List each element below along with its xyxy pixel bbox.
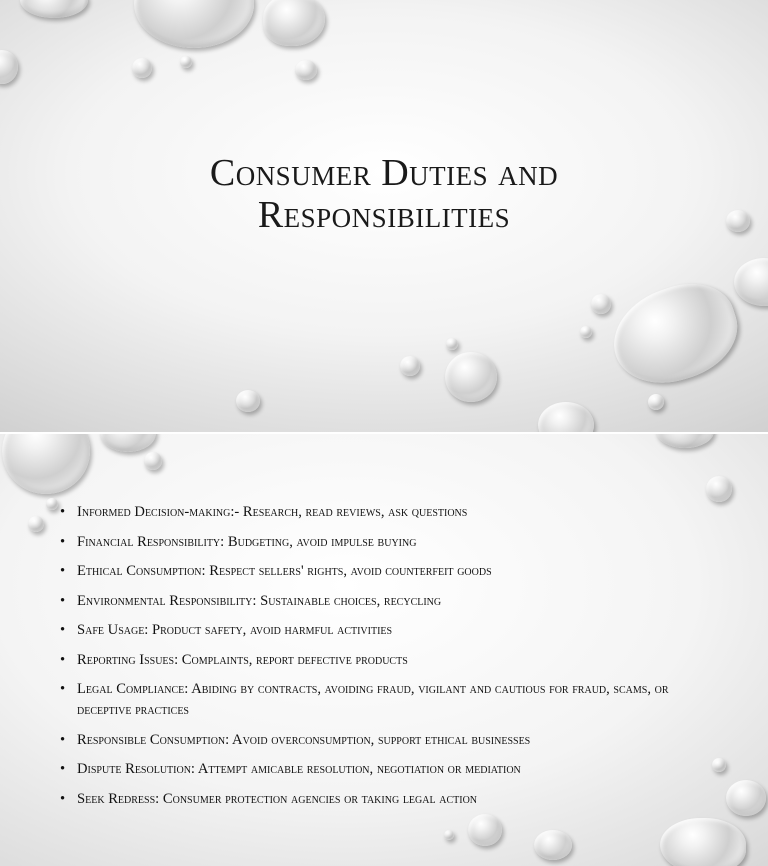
water-drop — [601, 271, 749, 397]
list-item-text: Ethical Consumption: Respect sellers' rights, avoid counterfeit goods — [77, 563, 492, 579]
water-drop — [712, 758, 726, 772]
water-drop — [538, 402, 594, 432]
water-drop — [144, 452, 162, 470]
water-drop — [534, 830, 572, 860]
list-item-text: Legal Compliance: Abiding by contracts, avoiding fraud, vigilant and cautious for fraud, scams, or deceptive practices — [77, 681, 669, 718]
bullet-list — [60, 502, 690, 818]
water-drop — [726, 780, 766, 816]
list-item-text: Responsible Consumption: Avoid overconsumption, support ethical businesses — [77, 731, 531, 748]
bullet-icon: • — [60, 790, 66, 807]
bullet-icon: • — [60, 651, 66, 668]
water-drop — [46, 498, 58, 510]
content-slide — [0, 434, 768, 866]
water-drop — [132, 58, 152, 78]
list-item-text: Environmental Responsibility: Sustainable choices, recycling — [77, 592, 442, 609]
list-item-text: Reporting Issues: Complaints, report defective products — [77, 651, 408, 668]
water-drop — [648, 394, 664, 410]
water-drop — [134, 0, 254, 48]
bullet-icon: • — [60, 533, 66, 550]
bullet-icon: • — [60, 622, 66, 638]
slide-title — [0, 152, 768, 236]
water-drop — [263, 0, 325, 46]
list-item-text: Seek Redress: Consumer protection agencies or taking legal action — [77, 790, 478, 807]
bullet-icon: • — [60, 563, 66, 579]
list-item-text: Safe Usage: Product safety, avoid harmful activities — [77, 622, 393, 638]
bullet-icon: • — [60, 592, 66, 609]
water-drop — [444, 830, 454, 840]
list-item-text: Financial Responsibility: Budgeting, avoid impulse buying — [77, 533, 417, 550]
list-item — [60, 679, 690, 721]
water-drop — [0, 50, 18, 84]
water-drop — [468, 814, 502, 846]
water-drop — [28, 516, 44, 532]
water-drop — [2, 434, 90, 494]
list-item — [60, 502, 690, 523]
water-drop — [180, 56, 192, 68]
list-item-text: Informed Decision-making:- Research, read reviews, ask questions — [77, 504, 468, 520]
list-item-text: Dispute Resolution: Attempt amicable resolution, negotiation or mediation — [77, 761, 521, 777]
water-drop — [591, 294, 611, 314]
list-item — [60, 591, 690, 612]
water-drop — [580, 326, 592, 338]
list-item — [60, 561, 690, 582]
water-drop — [656, 434, 714, 448]
water-drop — [100, 434, 156, 452]
title-line-2: Responsibilities — [257, 194, 511, 236]
water-drop — [706, 476, 732, 502]
water-drop — [236, 390, 260, 412]
bullet-icon: • — [60, 731, 66, 748]
title-slide — [0, 0, 768, 432]
list-item — [60, 620, 690, 641]
bullet-icon: • — [60, 504, 66, 520]
water-drop — [446, 338, 458, 350]
list-item — [60, 650, 690, 671]
water-drop — [660, 818, 746, 866]
list-item — [60, 532, 690, 553]
water-drop — [20, 0, 88, 18]
list-item — [60, 730, 690, 751]
list-item — [60, 759, 690, 780]
bullet-icon: • — [60, 761, 66, 777]
list-item — [60, 789, 690, 810]
bullet-icon: • — [60, 681, 66, 697]
water-drop — [734, 258, 768, 306]
water-drop — [445, 352, 497, 402]
title-line-1: Consumer Duties and — [209, 152, 559, 194]
water-drop — [400, 356, 420, 376]
water-drop — [295, 60, 317, 80]
